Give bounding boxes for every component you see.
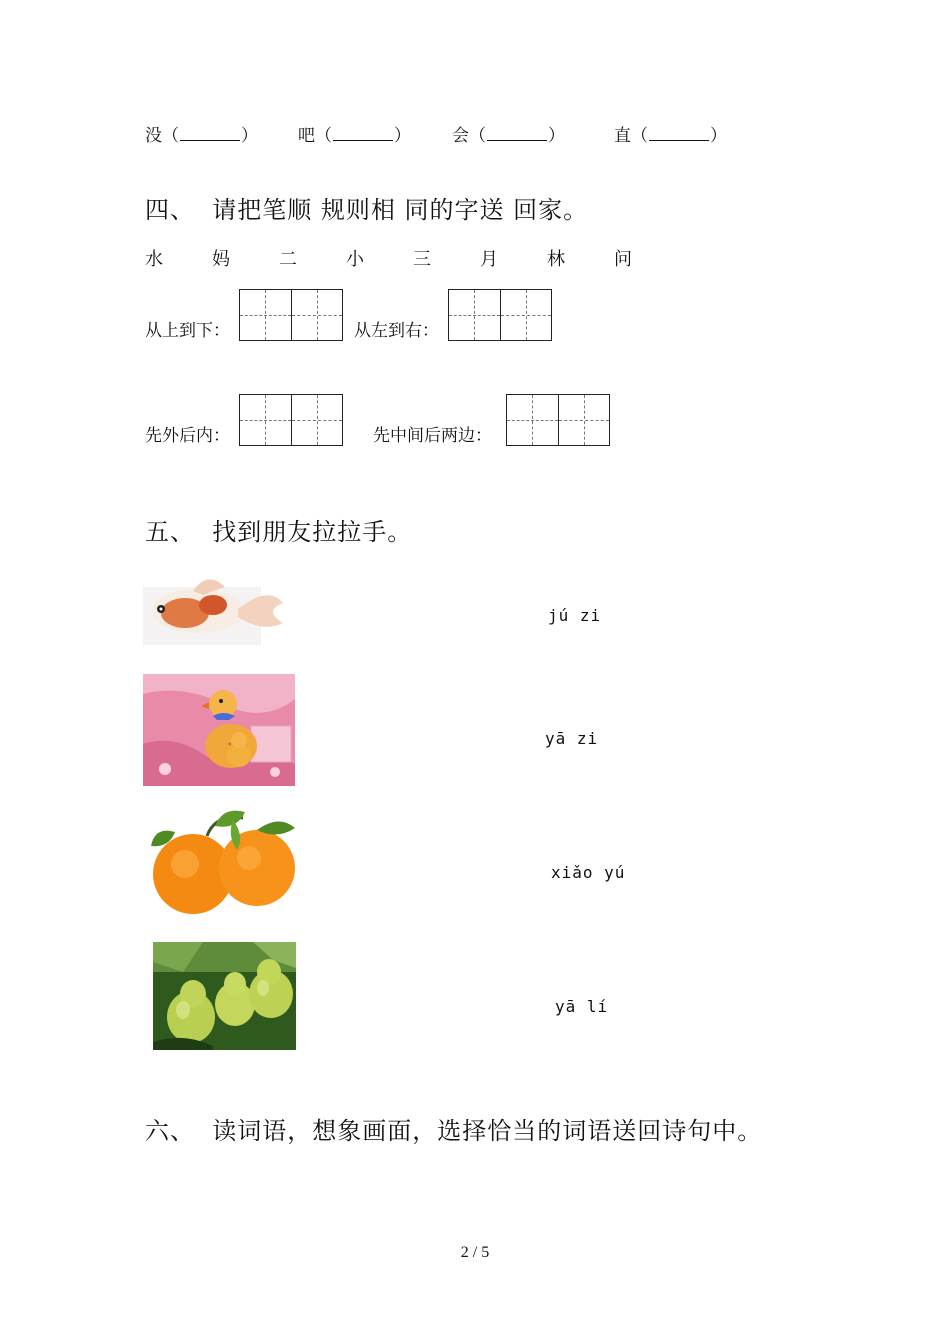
stroke-char: 问: [614, 249, 632, 270]
fill-blank-item: 吧（ ）: [298, 126, 411, 146]
writing-grid-outside-inside[interactable]: [239, 394, 343, 446]
pinyin-label: xiǎo yú: [551, 863, 626, 882]
pear-image[interactable]: [153, 942, 296, 1050]
fill-blank-item: 会（ ）: [452, 126, 565, 146]
duckling-image[interactable]: [143, 674, 295, 786]
section-4-heading: 四、 请把笔顺 规则相 同的字送 回家。: [145, 196, 589, 224]
section-6-heading: 六、 读词语，想象画面，选择恰当的词语送回诗句中。: [145, 1117, 763, 1145]
answer-blank[interactable]: [487, 126, 547, 141]
writing-grid-left-right[interactable]: [448, 289, 552, 341]
page-number: 2 / 5: [460, 1244, 490, 1261]
stroke-char: 月: [480, 249, 498, 270]
writing-grid-middle-sides[interactable]: [506, 394, 610, 446]
writing-grid-top-bottom[interactable]: [239, 289, 343, 341]
fill-blank-item: 没（ ）: [145, 126, 258, 146]
stroke-char: 水: [145, 249, 163, 270]
goldfish-image[interactable]: [143, 565, 288, 645]
tangerine-image[interactable]: [145, 806, 300, 916]
pinyin-label: yā lí: [555, 997, 609, 1016]
pinyin-label: jú zi: [548, 606, 602, 625]
section-5-heading: 五、 找到朋友拉拉手。: [145, 518, 413, 546]
stroke-char: 三: [413, 249, 431, 270]
pinyin-label: yā zi: [545, 729, 599, 748]
stroke-char: 小: [346, 249, 364, 270]
rule-label-top-bottom: 从上到下：: [145, 321, 230, 341]
answer-blank[interactable]: [649, 126, 709, 141]
fill-blank-item: 直（ ）: [614, 126, 727, 146]
rule-label-middle-sides: 先中间后两边：: [373, 426, 492, 446]
answer-blank[interactable]: [333, 126, 393, 141]
stroke-char: 妈: [212, 249, 230, 270]
answer-blank[interactable]: [180, 126, 240, 141]
stroke-char: 林: [547, 249, 565, 270]
rule-label-left-right: 从左到右：: [354, 321, 439, 341]
stroke-char: 二: [279, 249, 297, 270]
rule-label-outside-inside: 先外后内：: [145, 426, 230, 446]
